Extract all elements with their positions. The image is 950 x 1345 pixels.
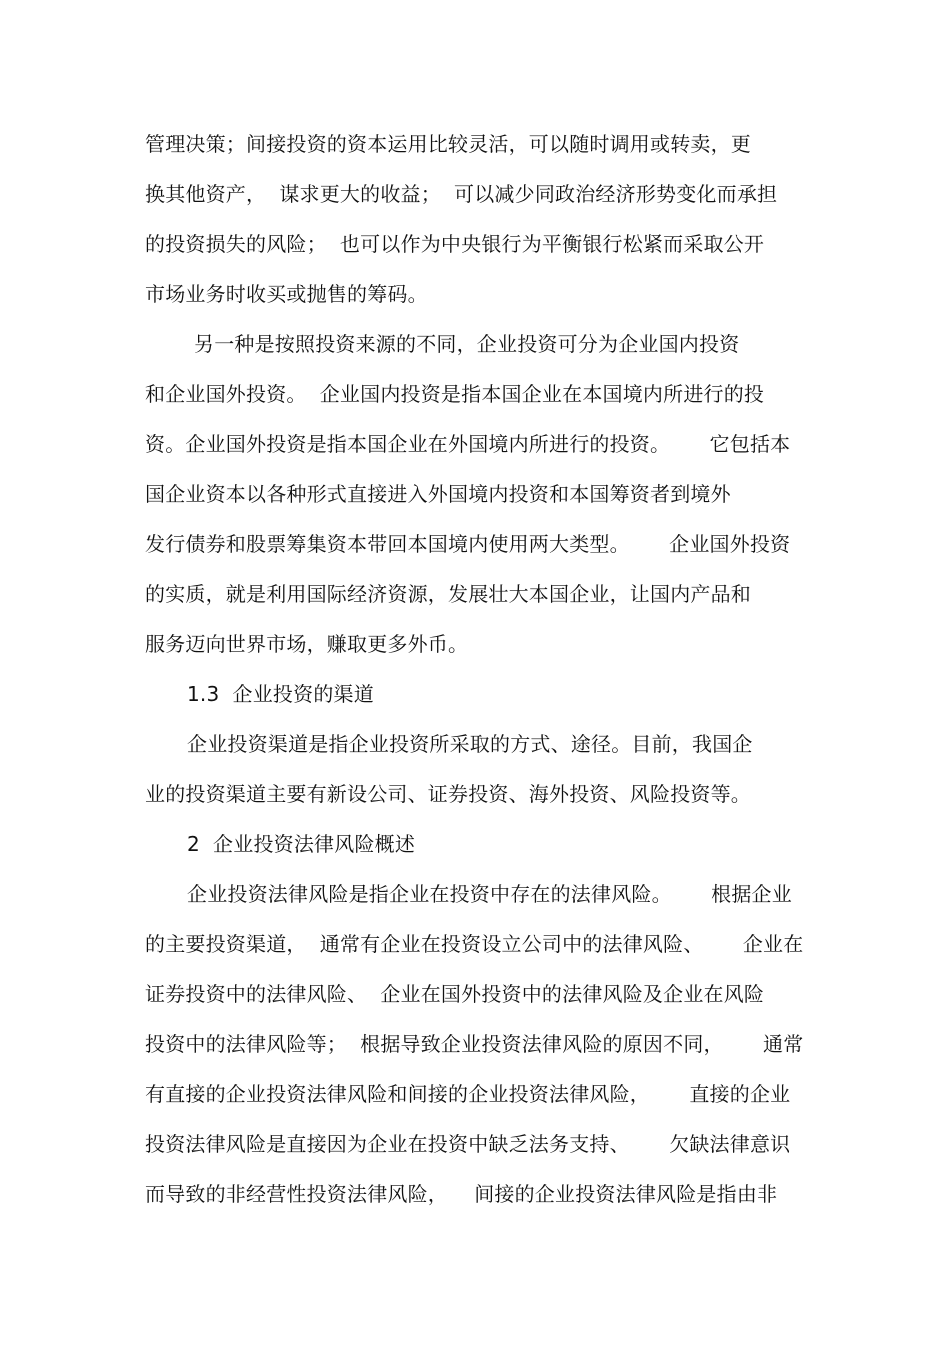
text-line: 的主要投资渠道， 通常有企业在投资设立公司中的法律风险、 企业在 [145,932,804,956]
text-line: 有直接的企业投资法律风险和间接的企业投资法律风险， 直接的企业 [145,1082,791,1106]
text-line: 换其他资产， 谋求更大的收益； 可以减少同政治经济形势变化而承担 [145,182,778,206]
text-line: 证券投资中的法律风险、 企业在国外投资中的法律风险及企业在风险 [145,982,765,1006]
text-line: 国企业资本以各种形式直接进入外国境内投资和本国筹资者到境外 [145,482,731,506]
text-line: 服务迈向世界市场，赚取更多外币。 [145,632,469,656]
text-line: 资。企业国外投资是指本国企业在外国境内所进行的投资。 它包括本 [145,432,791,456]
text-line: 管理决策；间接投资的资本运用比较灵活，可以随时调用或转卖，更 [145,132,751,156]
text-line: 投资中的法律风险等； 根据导致企业投资法律风险的原因不同， 通常 [145,1032,804,1056]
text-line: 而导致的非经营性投资法律风险， 间接的企业投资法律风险是指由非 [145,1182,778,1206]
text-line: 的投资损失的风险； 也可以作为中央银行为平衡银行松紧而采取公开 [145,232,765,256]
text-line: 发行债券和股票筹集资本带回本国境内使用两大类型。 企业国外投资 [145,532,791,556]
text-line: 和企业国外投资。 企业国内投资是指本国企业在本国境内所进行的投 [145,382,765,406]
section-heading: 1.3 企业投资的渠道 [187,682,374,706]
paragraph-start-line: 企业投资渠道是指企业投资所采取的方式、途径。目前，我国企 [187,732,753,756]
text-line: 的实质，就是利用国际经济资源，发展壮大本国企业，让国内产品和 [145,582,751,606]
paragraph-start-line: 企业投资法律风险是指企业在投资中存在的法律风险。 根据企业 [187,882,792,906]
text-line: 投资法律风险是直接因为企业在投资中缺乏法务支持、 欠缺法律意识 [145,1132,791,1156]
section-heading: 2 企业投资法律风险概述 [187,832,416,856]
paragraph-start-line: 另一种是按照投资来源的不同，企业投资可分为企业国内投资 [194,332,740,356]
text-line: 市场业务时收买或抛售的筹码。 [145,282,428,306]
text-line: 业的投资渠道主要有新设公司、证券投资、海外投资、风险投资等。 [145,782,751,806]
